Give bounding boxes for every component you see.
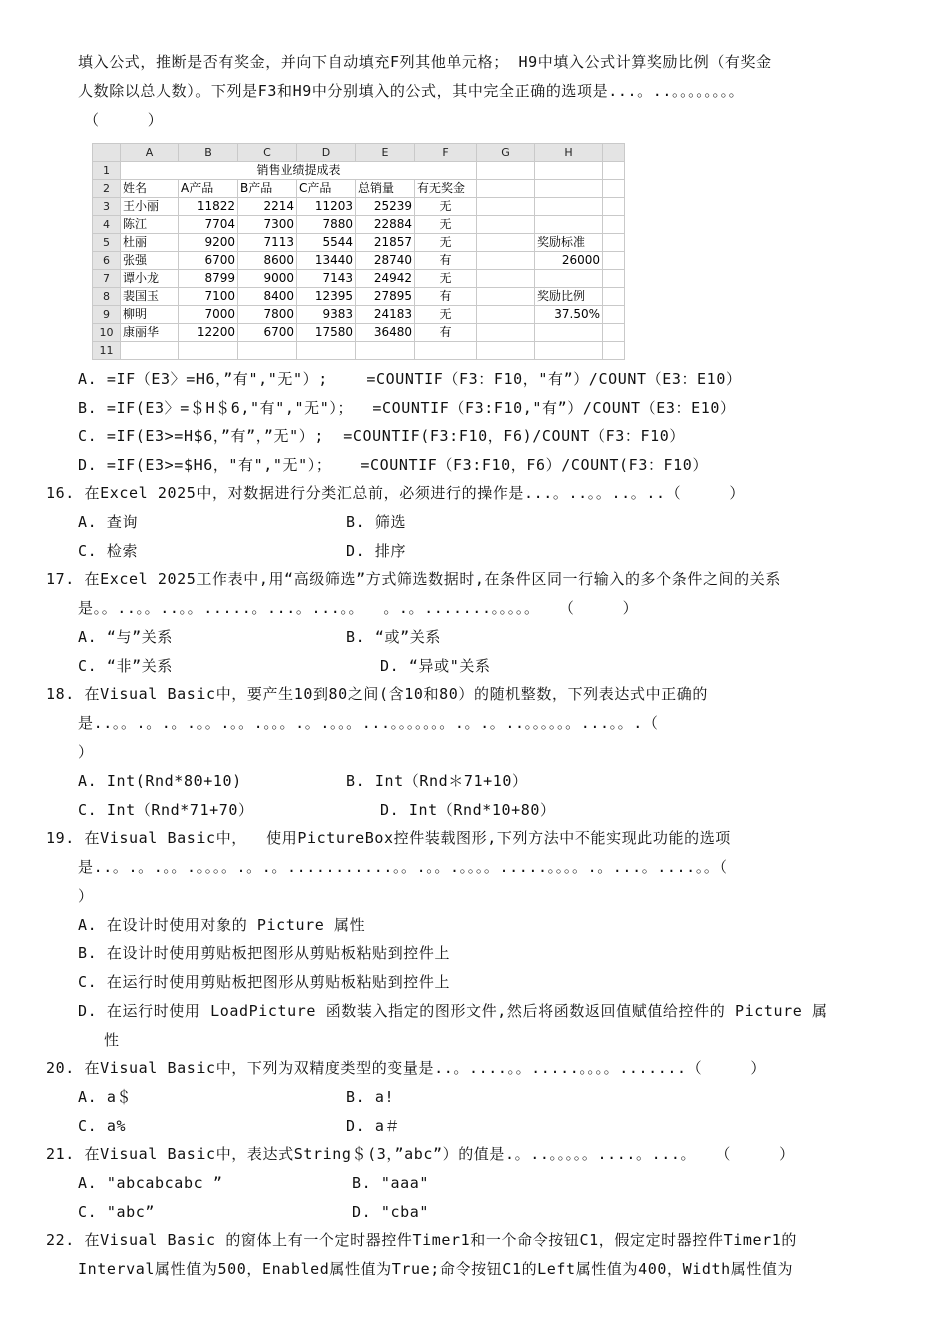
cell: 姓名	[121, 180, 179, 198]
row-number: 1	[93, 162, 121, 180]
q18-option-c: C. Int（Rnd*71+70）	[78, 801, 254, 819]
q19-option-d-line2: 性	[104, 1031, 120, 1049]
q19-stem-line3: ）	[78, 887, 94, 905]
row-number: 8	[93, 288, 121, 306]
sheet-row	[93, 306, 625, 324]
q20-option-b: B. a!	[346, 1088, 395, 1106]
q16-option-d: D. 排序	[346, 542, 407, 560]
column-header-row	[93, 144, 625, 162]
sheet-row	[93, 324, 625, 342]
question-15-stem-line1: 填入公式，推断是否有奖金，并向下自动填充F列其他单元格； H9中填入公式计算奖励比例（有奖金	[78, 53, 772, 71]
q15-option-d: D. =IF(E3>=$H6，"有","无"）； =COUNTIF（F3:F10，F6）/COUNT(F3：F10）	[78, 456, 709, 474]
col-header: H	[535, 144, 603, 162]
cell: 9000	[238, 270, 297, 288]
cell	[603, 198, 625, 216]
row-number: 3	[93, 198, 121, 216]
sheet-row	[93, 270, 625, 288]
q21-option-a: A. "abcabcabc ”	[78, 1174, 223, 1192]
cell	[535, 198, 603, 216]
row-number: 9	[93, 306, 121, 324]
q22-stem-line2: Interval属性值为500，Enabled属性值为True;命令按钮C1的Left属性值为400，Width属性值为	[78, 1260, 794, 1278]
cell	[603, 234, 625, 252]
cell: 11203	[297, 198, 356, 216]
q19-stem-line2: 是..。.。.。。.。。。。.。.。...........。。.。。.。。。。.....。。。。.。...。....。。（	[78, 858, 728, 876]
cell: 11822	[179, 198, 238, 216]
cell: B产品	[238, 180, 297, 198]
cell	[477, 234, 535, 252]
cell: 7113	[238, 234, 297, 252]
q18-stem-line1: 18. 在Visual Basic中，要产生10到80之间(含10和80）的随机整数，下列表达式中正确的	[46, 685, 708, 703]
q17-option-d: D. “异或"关系	[380, 657, 491, 675]
q19-option-d-line1: D. 在运行时使用 LoadPicture 函数装入指定的图形文件,然后将函数返回值赋值给控件的 Picture 属	[78, 1002, 828, 1020]
row-number: 7	[93, 270, 121, 288]
cell	[477, 306, 535, 324]
cell: 2214	[238, 198, 297, 216]
cell	[535, 216, 603, 234]
cell	[477, 180, 535, 198]
q18-stem-line2: 是..。。.。.。.。。.。。.。。。.。.。。。...。。。。。。。.。.。..。。。。。。...。。.（	[78, 714, 659, 732]
cell: 7800	[238, 306, 297, 324]
q19-stem-line1: 19. 在Visual Basic中， 使用PictureBox控件装载图形,下列方法中不能实现此功能的选项	[46, 829, 731, 847]
cell	[603, 180, 625, 198]
cell: 有无奖金	[415, 180, 477, 198]
cell: 24183	[356, 306, 415, 324]
col-header: D	[297, 144, 356, 162]
cell	[535, 324, 603, 342]
cell: 24942	[356, 270, 415, 288]
q19-option-b: B. 在设计时使用剪贴板把图形从剪贴板粘贴到控件上	[78, 944, 451, 962]
sheet-row	[93, 180, 625, 198]
cell: 6700	[179, 252, 238, 270]
q18-option-b: B. Int（Rnd＊71+10）	[346, 772, 528, 790]
cell: 谭小龙	[121, 270, 179, 288]
cell: 37.50%	[535, 306, 603, 324]
cell	[477, 216, 535, 234]
corner-cell	[93, 144, 121, 162]
cell: 9200	[179, 234, 238, 252]
cell: A产品	[179, 180, 238, 198]
cell: 27895	[356, 288, 415, 306]
row-number: 4	[93, 216, 121, 234]
cell: 8400	[238, 288, 297, 306]
cell	[535, 162, 603, 180]
cell: 杜丽	[121, 234, 179, 252]
cell	[179, 342, 238, 360]
q22-stem-line1: 22. 在Visual Basic 的窗体上有一个定时器控件Timer1和一个命令按钮C1，假定定时器控件Timer1的	[46, 1231, 797, 1249]
q15-option-c: C. =IF(E3>=H$6，”有”，”无"）; =COUNTIF(F3:F10，F6)/COUNT（F3：F10）	[78, 427, 685, 445]
cell: 7880	[297, 216, 356, 234]
q16-stem: 16. 在Excel 2025中，对数据进行分类汇总前，必须进行的操作是...。..。。..。..（ ）	[46, 484, 745, 502]
sheet-row	[93, 252, 625, 270]
cell	[121, 342, 179, 360]
cell: 柳明	[121, 306, 179, 324]
cell	[603, 288, 625, 306]
cell: 8600	[238, 252, 297, 270]
q21-option-d: D. "cba"	[352, 1203, 430, 1221]
cell: 7000	[179, 306, 238, 324]
cell: 12395	[297, 288, 356, 306]
cell	[535, 342, 603, 360]
col-header: B	[179, 144, 238, 162]
q19-option-c: C. 在运行时使用剪贴板把图形从剪贴板粘贴到控件上	[78, 973, 451, 991]
cell: 36480	[356, 324, 415, 342]
cell: 无	[415, 234, 477, 252]
cell: C产品	[297, 180, 356, 198]
cell: 无	[415, 198, 477, 216]
row-number: 5	[93, 234, 121, 252]
q21-stem: 21. 在Visual Basic中，表达式String＄(3，”abc”）的值是.。..。。。。。....。...。 （ ）	[46, 1145, 795, 1163]
cell: 7143	[297, 270, 356, 288]
sheet-title: 销售业绩提成表	[121, 162, 477, 180]
q18-stem-line3: ）	[78, 743, 94, 761]
cell	[535, 270, 603, 288]
cell	[477, 198, 535, 216]
q20-option-a: A. a＄	[78, 1088, 133, 1106]
sheet-row	[93, 234, 625, 252]
q17-option-a: A. “与”关系	[78, 628, 173, 646]
sheet-row	[93, 216, 625, 234]
cell: 25239	[356, 198, 415, 216]
cell	[477, 162, 535, 180]
cell	[477, 324, 535, 342]
cell: 有	[415, 252, 477, 270]
q18-option-d: D. Int（Rnd*10+80）	[380, 801, 556, 819]
question-15-answer-blank: （ ）	[84, 111, 164, 129]
q20-stem: 20. 在Visual Basic中，下列为双精度类型的变量是..。....。。.....。。。。.......（ ）	[46, 1059, 767, 1077]
cell: 无	[415, 306, 477, 324]
cell	[603, 216, 625, 234]
cell: 有	[415, 324, 477, 342]
cell: 7100	[179, 288, 238, 306]
row-number: 6	[93, 252, 121, 270]
q19-option-a: A. 在设计时使用对象的 Picture 属性	[78, 916, 366, 934]
row-number: 2	[93, 180, 121, 198]
cell: 裴国玉	[121, 288, 179, 306]
q20-option-d: D. a＃	[346, 1117, 401, 1135]
q21-option-b: B. "aaa"	[352, 1174, 430, 1192]
q16-option-c: C. 检索	[78, 542, 139, 560]
q21-option-c: C. "abc”	[78, 1203, 156, 1221]
cell: 22884	[356, 216, 415, 234]
cell	[415, 342, 477, 360]
cell	[603, 324, 625, 342]
cell	[603, 342, 625, 360]
q15-option-b: B. =IF(E3〉=＄H＄6,"有","无"）； =COUNTIF（F3:F10,"有”）/COUNT（E3：E10）	[78, 399, 736, 417]
cell	[603, 162, 625, 180]
cell: 奖励标准	[535, 234, 603, 252]
cell	[297, 342, 356, 360]
spreadsheet-table	[92, 143, 625, 360]
cell	[603, 252, 625, 270]
sheet-row	[93, 288, 625, 306]
cell	[603, 270, 625, 288]
cell: 21857	[356, 234, 415, 252]
cell: 奖励比例	[535, 288, 603, 306]
cell	[477, 270, 535, 288]
cell: 陈江	[121, 216, 179, 234]
cell	[238, 342, 297, 360]
cell	[603, 306, 625, 324]
cell: 17580	[297, 324, 356, 342]
row-number: 11	[93, 342, 121, 360]
sheet-row	[93, 342, 625, 360]
q17-option-b: B. “或”关系	[346, 628, 441, 646]
cell	[356, 342, 415, 360]
q20-option-c: C. a%	[78, 1117, 127, 1135]
cell: 5544	[297, 234, 356, 252]
sheet-row	[93, 162, 625, 180]
cell	[477, 252, 535, 270]
q16-option-b: B. 筛选	[346, 513, 407, 531]
col-header: G	[477, 144, 535, 162]
cell: 28740	[356, 252, 415, 270]
col-header: A	[121, 144, 179, 162]
cell: 总销量	[356, 180, 415, 198]
cell: 8799	[179, 270, 238, 288]
row-number: 10	[93, 324, 121, 342]
cell: 有	[415, 288, 477, 306]
cell: 王小丽	[121, 198, 179, 216]
cell: 6700	[238, 324, 297, 342]
cell: 无	[415, 216, 477, 234]
cell	[477, 342, 535, 360]
q15-option-a: A. =IF（E3〉=H6，”有","无"）; =COUNTIF（F3：F10，"有”）/COUNT（E3：E10）	[78, 370, 742, 388]
cell: 26000	[535, 252, 603, 270]
q17-stem-line1: 17. 在Excel 2025工作表中,用“高级筛选”方式筛选数据时,在条件区同一行输入的多个条件之间的关系	[46, 570, 781, 588]
cell: 12200	[179, 324, 238, 342]
cell: 7300	[238, 216, 297, 234]
q17-option-c: C. “非”关系	[78, 657, 173, 675]
cell	[535, 180, 603, 198]
cell	[477, 288, 535, 306]
q18-option-a: A. Int(Rnd*80+10)	[78, 772, 242, 790]
col-header: C	[238, 144, 297, 162]
cell: 7704	[179, 216, 238, 234]
q16-option-a: A. 查询	[78, 513, 139, 531]
spreadsheet-figure	[92, 143, 624, 359]
cell: 9383	[297, 306, 356, 324]
sheet-row	[93, 198, 625, 216]
cell: 13440	[297, 252, 356, 270]
question-15-stem-line2: 人数除以总人数）。下列是F3和H9中分别填入的公式，其中完全正确的选项是...。..。。。。。。。。	[78, 82, 745, 100]
col-header: E	[356, 144, 415, 162]
cell: 张强	[121, 252, 179, 270]
col-header: F	[415, 144, 477, 162]
cell: 康丽华	[121, 324, 179, 342]
cell: 无	[415, 270, 477, 288]
col-header	[603, 144, 625, 162]
q17-stem-line2: 是。。..。。..。。.....。...。...。。 。.。.......。。。。。 （ ）	[78, 599, 639, 617]
